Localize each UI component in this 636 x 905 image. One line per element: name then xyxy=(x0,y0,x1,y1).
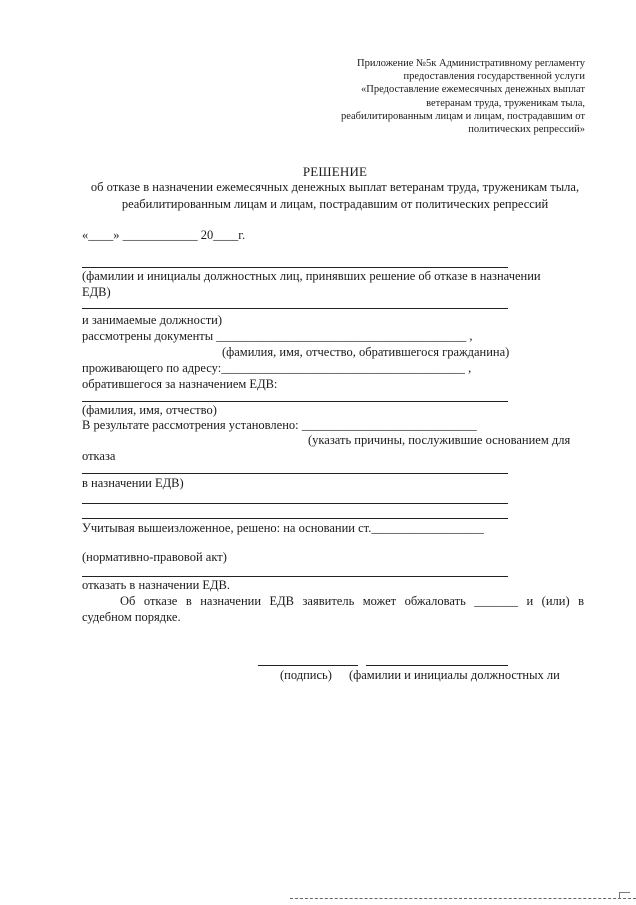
signature-names-hint: (фамилии и инициалы должностных ли xyxy=(349,668,560,682)
reason-hint-cont: отказа xyxy=(82,449,116,463)
appeal-line-end: судебном порядке. xyxy=(82,610,181,624)
scan-edge xyxy=(290,898,636,899)
positions-hint: и занимаемые должности) xyxy=(82,313,223,327)
signature-hint: (подпись) xyxy=(280,668,332,682)
names-line xyxy=(366,665,508,666)
refuse-line: отказать в назначении ЕДВ. xyxy=(82,578,231,592)
act-hint: (нормативно-правовой акт) xyxy=(82,550,227,564)
reason-hint: (указать причины, послужившие основанием для xyxy=(308,433,571,447)
blank-line xyxy=(82,473,508,474)
documents-line: рассмотрены документы ________________________________________ , xyxy=(82,329,473,343)
appendix-line: реабилитированным лицам и лицам, пострадавшим от xyxy=(340,110,585,122)
blank-line xyxy=(82,518,508,519)
appendix-line: Приложение №5к Административному регламенту xyxy=(357,58,585,69)
document-subtitle: об отказе в назначении ежемесячных денежных выплат ветеранам труда, труженикам тыла, реабилитированным лицам и лицам, пострадавшим от политических репрессий xyxy=(90,180,580,211)
date-line: «____» ____________ 20____г. xyxy=(82,228,246,242)
address-line: проживающего по адресу:_______________________________________ , xyxy=(82,361,472,375)
established-line: В результате рассмотрения установлено: ____________________________ xyxy=(82,418,477,432)
appendix-line: ветеранам труда, труженикам тыла, xyxy=(426,97,585,109)
blank-line xyxy=(82,401,508,402)
name-hint: (фамилия, имя, отчество) xyxy=(82,403,217,417)
blank-line xyxy=(82,308,508,309)
appendix-header xyxy=(245,57,585,136)
decided-line: Учитывая вышеизложенное, решено: на основании ст.__________________ xyxy=(82,521,484,535)
appendix-line: предоставления государственной услуги xyxy=(403,71,585,83)
document-title: РЕШЕНИЕ xyxy=(302,164,368,179)
scan-corner xyxy=(619,892,630,899)
officials-hint-end: ЕДВ) xyxy=(82,285,111,299)
blank-line xyxy=(82,576,508,577)
blank-line xyxy=(82,503,508,504)
reason-hint-end: в назначении ЕДВ) xyxy=(82,476,184,490)
appendix-line: политических репрессий» xyxy=(468,124,585,136)
signature-line xyxy=(258,665,358,666)
applied-line: обратившегося за назначением ЕДВ: xyxy=(82,377,278,391)
appeal-line: Об отказе в назначении ЕДВ заявитель может обжаловать _______ и (или) в xyxy=(120,594,584,608)
blank-line xyxy=(82,267,508,268)
applicant-hint: (фамилия, имя, отчество, обратившегося гражданина) xyxy=(222,345,510,359)
appendix-line: «Предоставление ежемесячных денежных выплат xyxy=(361,84,585,96)
officials-hint: (фамилии и инициалы должностных лиц, принявших решение об отказе в назначении xyxy=(82,269,541,283)
